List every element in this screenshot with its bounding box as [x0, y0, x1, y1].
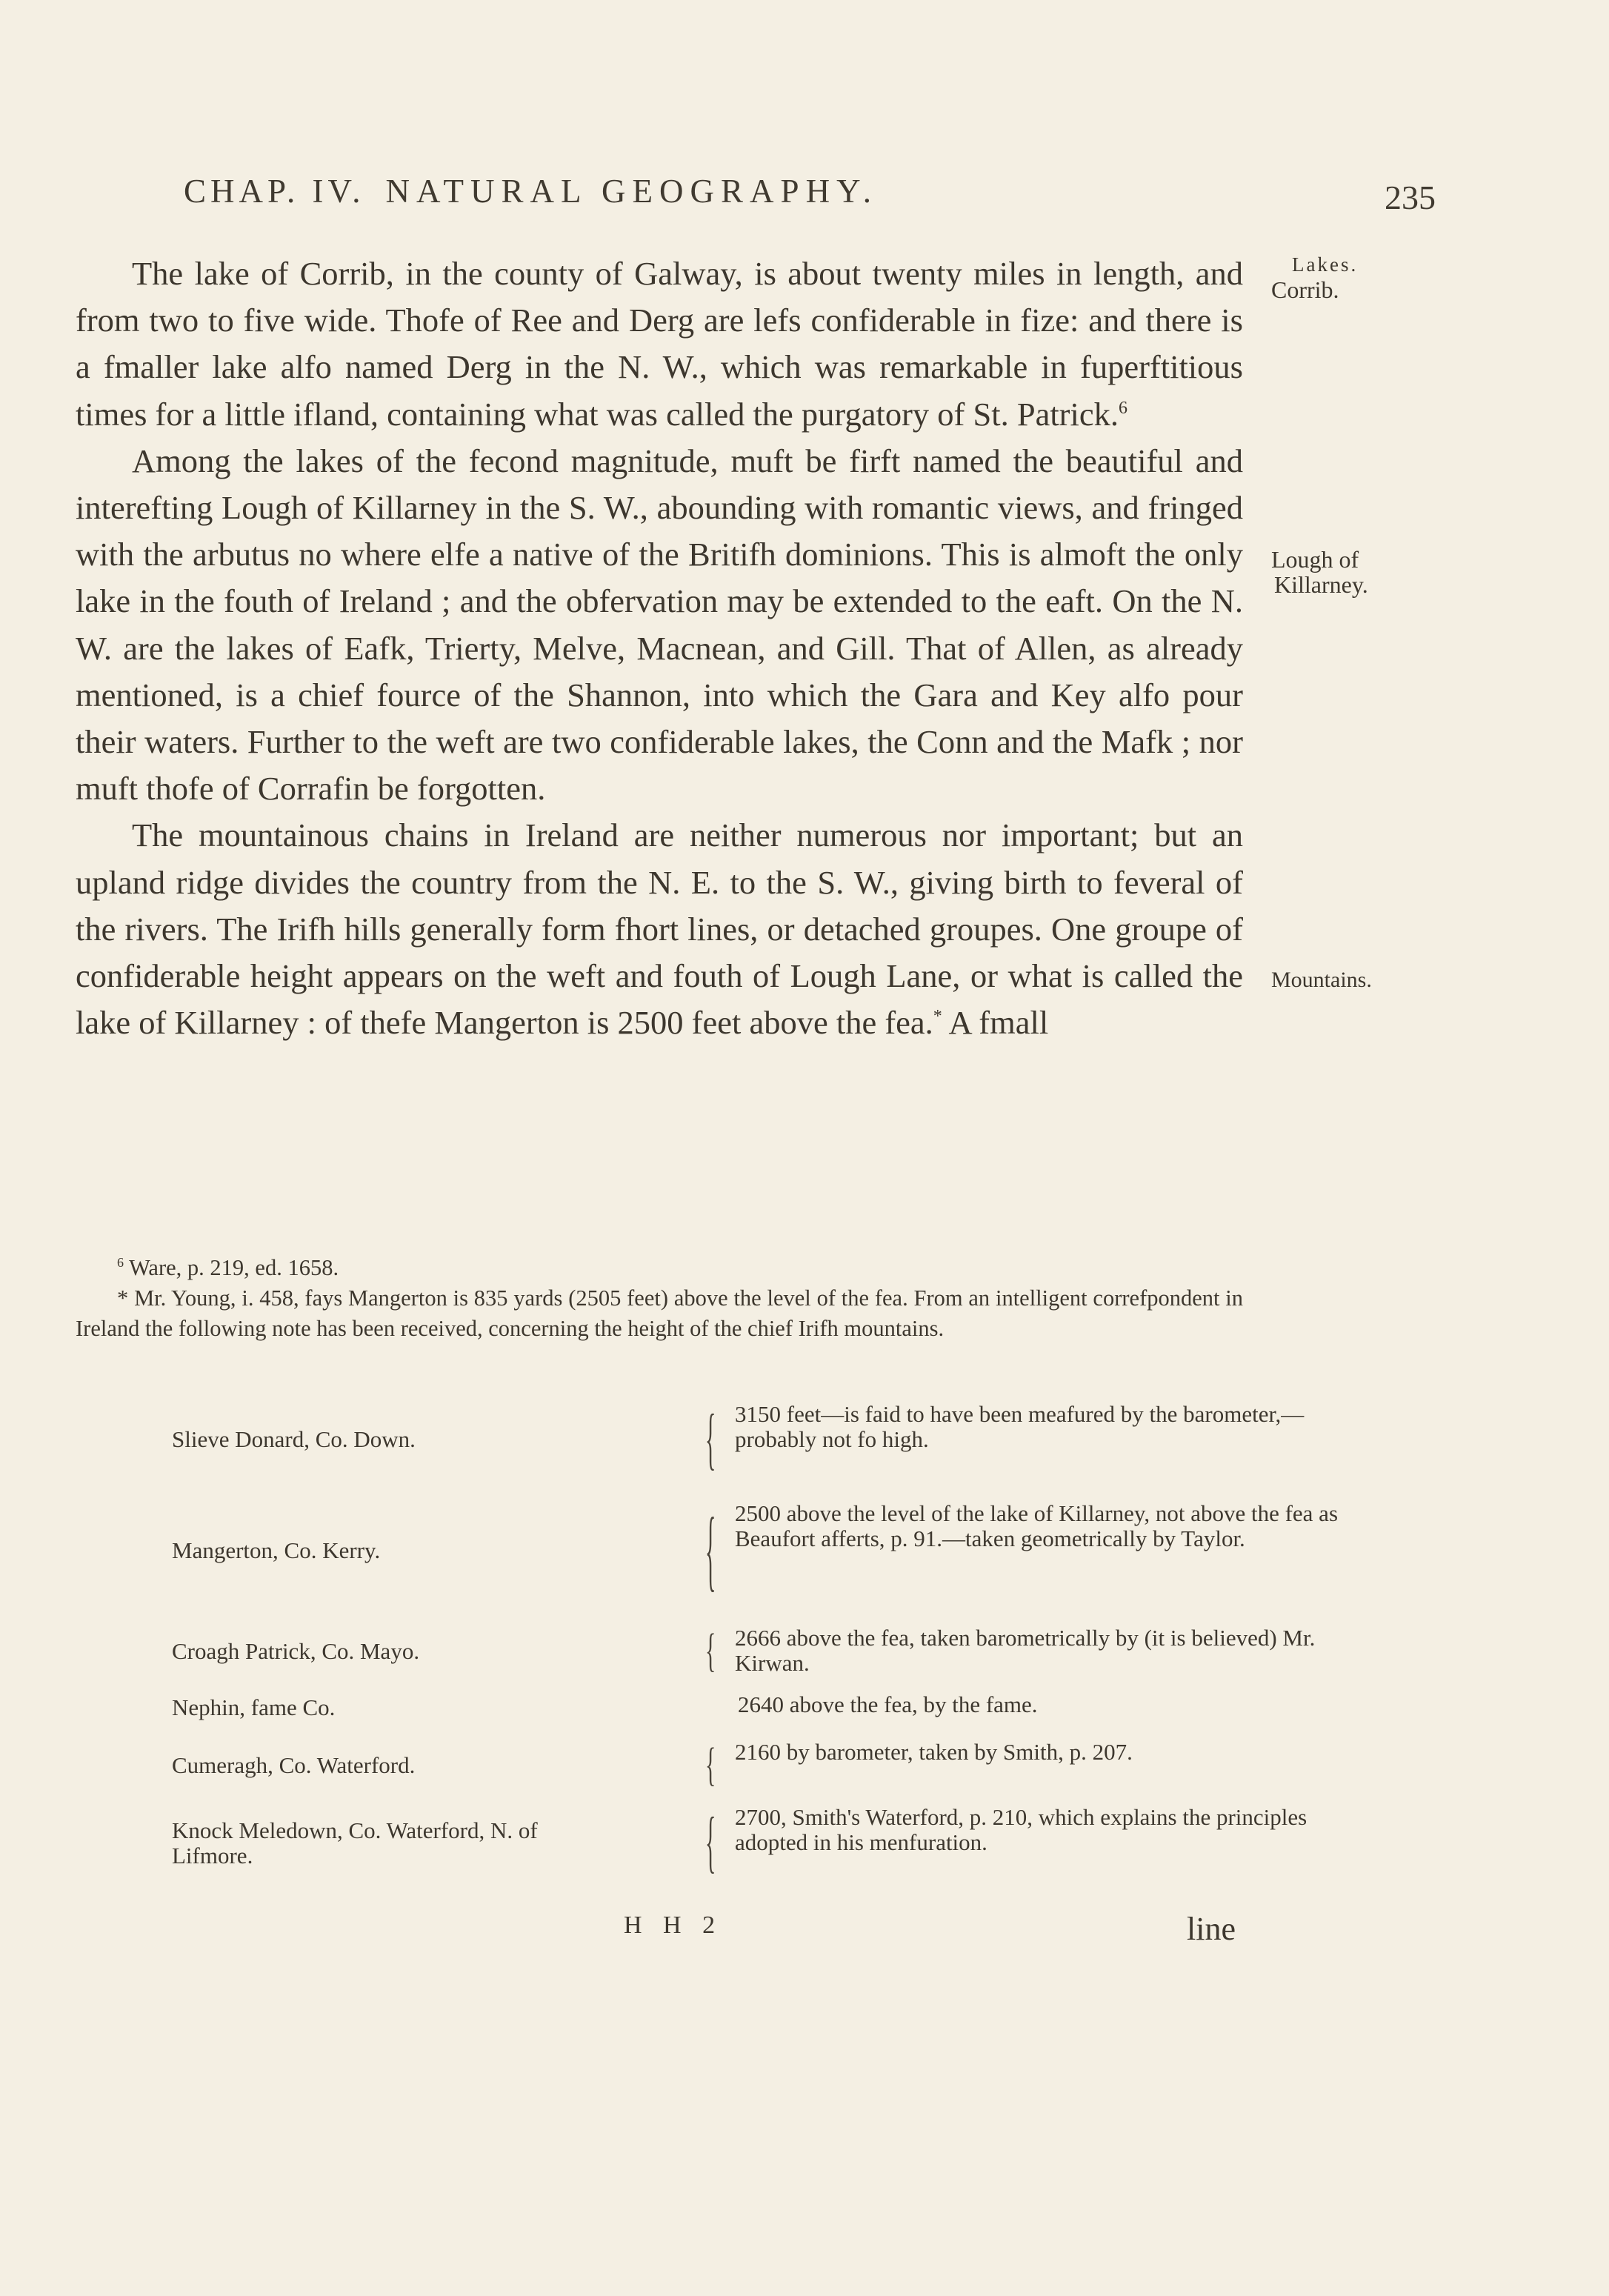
footnote-star-text: Mr. Young, i. 458, fays Mangerton is 835 yards (2505 feet) above the level of the fea. From an intelligent correfpondent in Ireland the following note has been received, concerning the height of the chief Irifh mountains. — [76, 1285, 1244, 1342]
paragraph-mountains — [76, 812, 1243, 1046]
mountain-note: 2700, Smith's Waterford, p. 210, which explains the principles adopted in his menfuration. — [735, 1804, 1307, 1855]
paragraph-killarney: Among the lakes of the fecond magnitude, muft be firft named the beautiful and interefting Lough of Killarney in the S. W., abounding with romantic views, and fringed with the arbutus no where elfe a native of the Britifh dominions. This is almoft the only lake in the fouth of Ireland ; and the obfervation may be extended to the eaft. On the N. W. are the lakes of Eafk, Trierty, Melve, Macnean, and Gill. That of Allen, as already mentioned, is a chief fource of the Shannon, into which the Gara and Key alfo pour their waters. Further to the weft are two confiderable lakes, the Conn and the Mafk ; nor muft thofe of Corrafin be forgotten. — [76, 442, 1243, 808]
mountain-place: Cumeragh, Co. Waterford. — [172, 1752, 416, 1778]
mountain-note: 2160 by barometer, taken by Smith, p. 207. — [735, 1739, 1133, 1765]
footnote-ref-6: 6 — [1119, 398, 1127, 418]
brace-glyph: { — [705, 1402, 716, 1478]
margin-note-killarney-line2: Killarney. — [1274, 571, 1368, 598]
paragraph-mountains-tail: A fmall — [948, 1004, 1049, 1042]
mountain-place: Nephin, fame Co. — [172, 1694, 336, 1720]
footnote-6-text: Ware, p. 219, ed. 1658. — [129, 1255, 339, 1281]
brace-glyph: { — [705, 1805, 716, 1881]
footnote-star-mark: * — [117, 1285, 129, 1311]
page-number: 235 — [1385, 179, 1436, 216]
signature-mark: H H 2 — [624, 1911, 723, 1939]
mountain-place: Slieve Donard, Co. Down. — [172, 1426, 416, 1452]
margin-note-mountains: Mountains. — [1271, 968, 1372, 992]
mountain-note: 3150 feet—is faid to have been meafured by the barometer,—probably not fo high. — [735, 1401, 1305, 1452]
brace-glyph: { — [705, 1501, 716, 1602]
catchword: line — [1187, 1911, 1236, 1947]
footnote-6 — [76, 1248, 1243, 1283]
mountain-note: 2666 above the fea, taken barometrically by (it is believed) Mr. Kirwan. — [735, 1625, 1316, 1676]
footnotes — [76, 1248, 1243, 1344]
page-header — [184, 172, 1436, 216]
margin-note-killarney — [1271, 547, 1434, 597]
paragraph-corrib — [76, 250, 1243, 438]
mountain-note: 2640 above the fea, by the fame. — [738, 1691, 1038, 1717]
body-text — [76, 250, 1243, 1046]
brace-glyph: { — [705, 1625, 716, 1677]
chapter-label: CHAP. IV. — [184, 173, 365, 210]
mountain-place: Knock Meledown, Co. Waterford, N. of Lifmore. — [172, 1817, 538, 1869]
margin-note-killarney-line1: Lough of — [1271, 546, 1359, 573]
margin-note-corrib: Corrib. — [1271, 276, 1339, 303]
mountain-place: Mangerton, Co. Kerry. — [172, 1537, 381, 1563]
footnote-ref-star: * — [933, 1007, 942, 1027]
running-head — [184, 172, 878, 210]
paragraph-mountains-text: The mountainous chains in Ireland are neither numerous nor important; but an upland ridge divides the country from the N. E. to the S. W., giving birth to feveral of the rivers. The Irifh hills generally form fhort lines, or detached groupes. One groupe of confiderable height appears on the weft and fouth of Lough Lane, or what is called the lake of Killarney : of thefe Mangerton is 2500 feet above the fea. — [76, 816, 1243, 1042]
paragraph-corrib-text: The lake of Corrib, in the county of Galway, is about twenty miles in length, and from two to five wide. Thofe of Ree and Derg are lefs confiderable in fize: and there is a fmaller lake alfo named Derg in the N. W., which was remarkable in fuperftitious times for a little ifland, containing what was called the purgatory of St. Patrick. — [76, 255, 1243, 433]
margin-note-lakes-label: Lakes. — [1292, 253, 1359, 276]
chapter-title: NATURAL GEOGRAPHY. — [385, 173, 879, 210]
footnote-6-mark: 6 — [117, 1255, 124, 1270]
margin-note-lakes — [1271, 252, 1434, 302]
mountain-note: 2500 above the level of the lake of Killarney, not above the fea as Beaufort afferts, p. 91.—taken geometrically by Taylor. — [735, 1500, 1339, 1551]
footnote-star — [76, 1283, 1243, 1344]
brace-glyph: { — [705, 1740, 716, 1791]
mountain-place: Croagh Patrick, Co. Mayo. — [172, 1638, 420, 1664]
